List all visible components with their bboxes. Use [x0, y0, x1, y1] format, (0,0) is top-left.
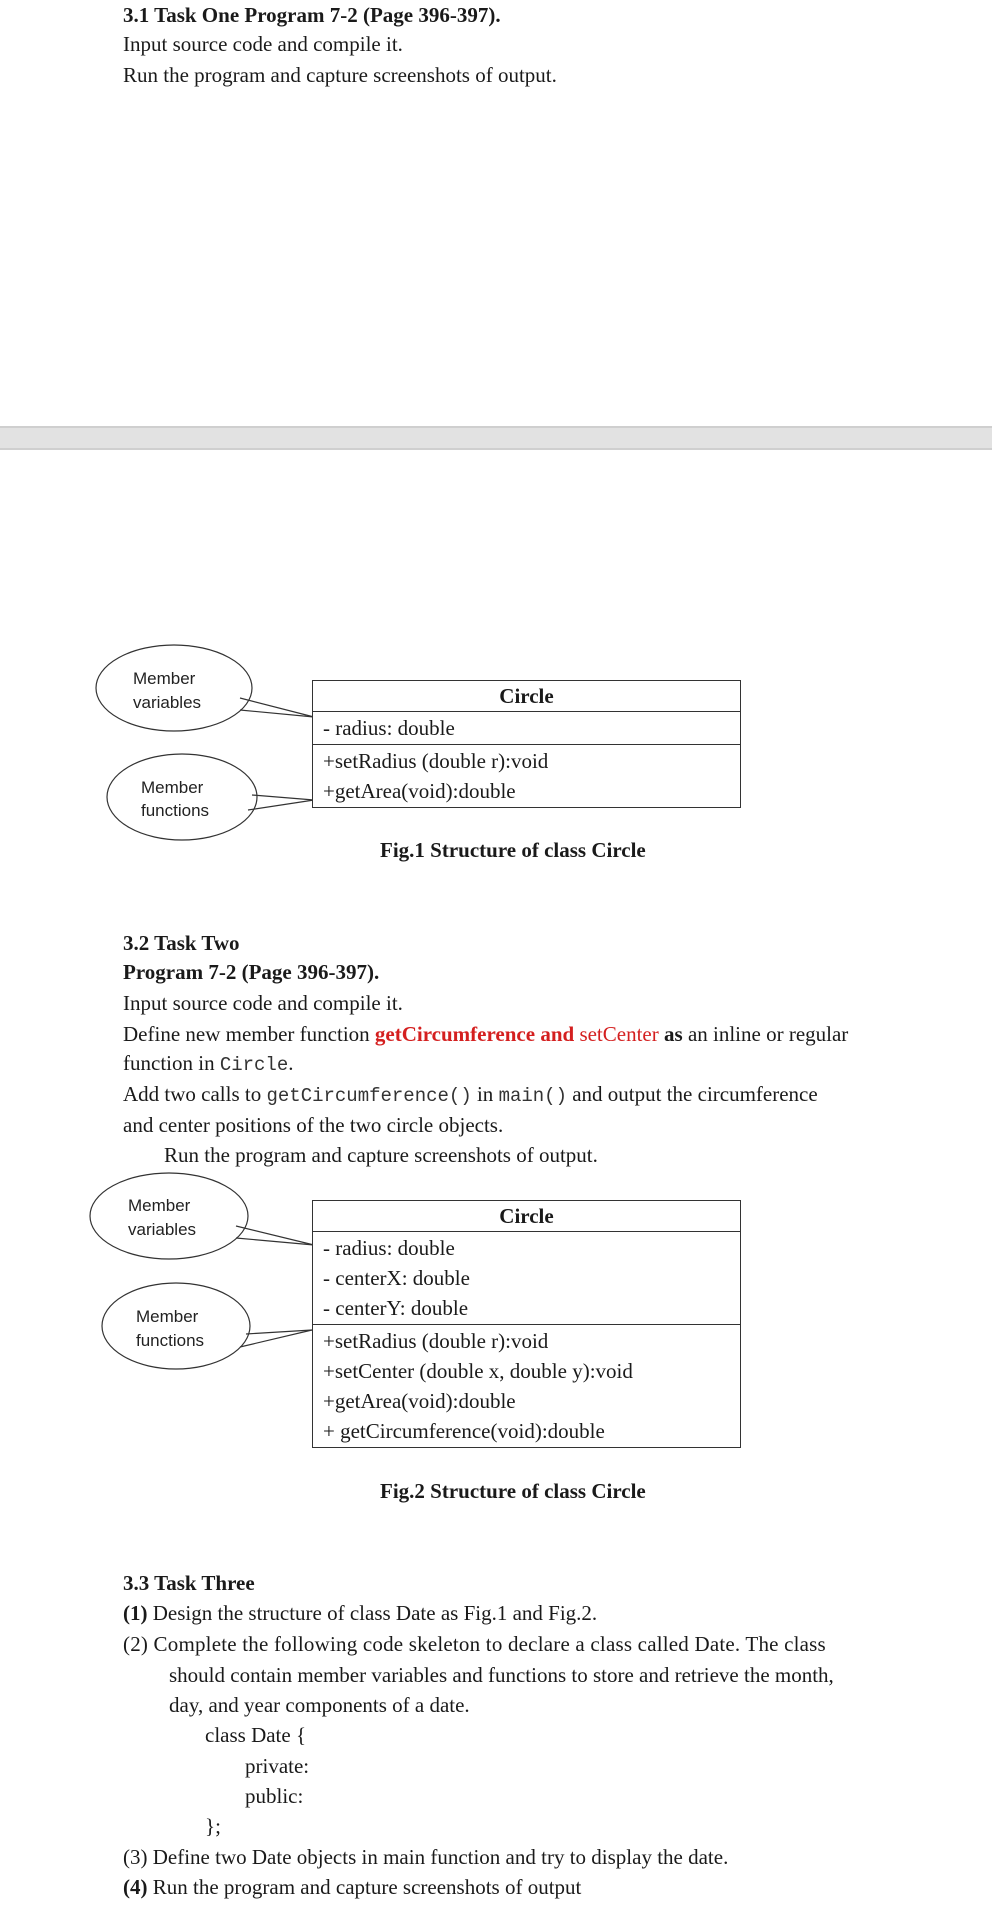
- task3-item2-line3: day, and year components of a date.: [169, 1693, 470, 1717]
- task3-item3: (3) Define two Date objects in main function and try to display the date.: [123, 1845, 729, 1869]
- item4-text: Run the program and capture screenshots of output: [147, 1875, 582, 1899]
- fig1-members: [313, 711, 740, 744]
- fig1-member: - radius: double: [323, 716, 455, 740]
- fig2-member: - radius: double: [323, 1236, 455, 1260]
- fig2-methods: [313, 1324, 740, 1447]
- task2-run-line: Run the program and capture screenshots of output.: [164, 1143, 598, 1167]
- fig1-vars-label1: Member: [133, 669, 196, 688]
- fig1-funcs-label1: Member: [141, 778, 204, 797]
- fig2-method: + getCircumference(void):double: [323, 1419, 605, 1443]
- getcirc-code: getCircumference(): [266, 1085, 472, 1107]
- fig1-vars-label2: variables: [133, 693, 202, 712]
- task3-item2-line2: should contain member variables and functions to store and retrieve the month,: [169, 1663, 834, 1687]
- task2-and-center: and center positions of the two circle objects.: [123, 1113, 504, 1137]
- code-class-close: };: [205, 1814, 221, 1838]
- add-suffix: and output the circumference: [566, 1082, 818, 1106]
- task1-heading: 3.1 Task One Program 7-2 (Page 396-397).: [123, 3, 501, 27]
- code-private: private:: [245, 1754, 310, 1778]
- fig2-caption: Fig.2 Structure of class Circle: [380, 1479, 646, 1503]
- fig2-callouts: [0, 1160, 330, 1420]
- fig2-callout-vars: [90, 1173, 314, 1259]
- fig2-funcs-label2: functions: [136, 1331, 205, 1350]
- fig1-class-name: Circle: [499, 684, 554, 708]
- fig1-method: +getArea(void):double: [323, 779, 516, 803]
- period: .: [288, 1051, 294, 1075]
- task3-item1: [123, 1598, 597, 1628]
- define-fn2: setCenter: [574, 1022, 659, 1046]
- fig2-member: - centerY: double: [323, 1296, 469, 1320]
- circle-code: Circle: [219, 1054, 289, 1076]
- fig2-member: - centerX: double: [323, 1266, 470, 1290]
- fig2-callout-funcs: [102, 1283, 312, 1369]
- fig1-class-box: [312, 680, 741, 808]
- fig1-callouts: [0, 630, 330, 860]
- task2-program: Program 7-2 (Page 396-397).: [123, 960, 380, 984]
- define-prefix: Define new member function: [123, 1022, 375, 1046]
- define-as: as: [658, 1022, 683, 1046]
- fig2-vars-label2: variables: [128, 1220, 197, 1239]
- fig1-caption: Fig.1 Structure of class Circle: [380, 838, 646, 862]
- code-public: public:: [245, 1784, 304, 1808]
- task2-heading: 3.2 Task Two: [123, 931, 240, 955]
- fig2-class-box: [312, 1200, 741, 1448]
- item1-text: Design the structure of class Date as Fig.1 and Fig.2.: [147, 1601, 598, 1625]
- fig2-members: [313, 1231, 740, 1324]
- fig1-methods: [313, 744, 740, 807]
- task2-define-line: [123, 1019, 848, 1049]
- task3-item4: [123, 1872, 581, 1902]
- define-fn1: getCircumference and: [374, 1022, 575, 1046]
- task2-line1: Input source code and compile it.: [123, 991, 403, 1015]
- define-suffix: an inline or regular: [682, 1022, 849, 1046]
- task1-line1: Input source code and compile it.: [123, 32, 403, 56]
- item4-num: (4): [123, 1875, 148, 1899]
- fig2-funcs-label1: Member: [136, 1307, 199, 1326]
- function-in-text: function in: [123, 1051, 220, 1075]
- task3-item2-line1: (2) Complete the following code skeleton to declare a class called Date. The class: [123, 1632, 826, 1656]
- item1-num: (1): [123, 1601, 148, 1625]
- fig2-method: +setRadius (double r):void: [323, 1329, 549, 1353]
- page-break: [0, 426, 992, 450]
- fig2-method: +setCenter (double x, double y):void: [323, 1359, 633, 1383]
- task2-function-in-line: [123, 1048, 294, 1080]
- fig1-callout-vars: [96, 645, 314, 731]
- task1-line2: Run the program and capture screenshots of output.: [123, 63, 557, 87]
- in-word: in: [471, 1082, 499, 1106]
- fig1-funcs-label2: functions: [141, 801, 210, 820]
- add-prefix: Add two calls to: [123, 1082, 267, 1106]
- task2-add-line: [123, 1079, 818, 1111]
- fig2-method: +getArea(void):double: [323, 1389, 516, 1413]
- fig2-vars-label1: Member: [128, 1196, 191, 1215]
- fig2-class-name: Circle: [499, 1204, 554, 1228]
- fig1-method: +setRadius (double r):void: [323, 749, 549, 773]
- main-code: main(): [498, 1085, 567, 1107]
- code-class-open: class Date {: [205, 1723, 307, 1747]
- fig1-callout-funcs: [107, 754, 314, 840]
- task3-heading: 3.3 Task Three: [123, 1571, 255, 1595]
